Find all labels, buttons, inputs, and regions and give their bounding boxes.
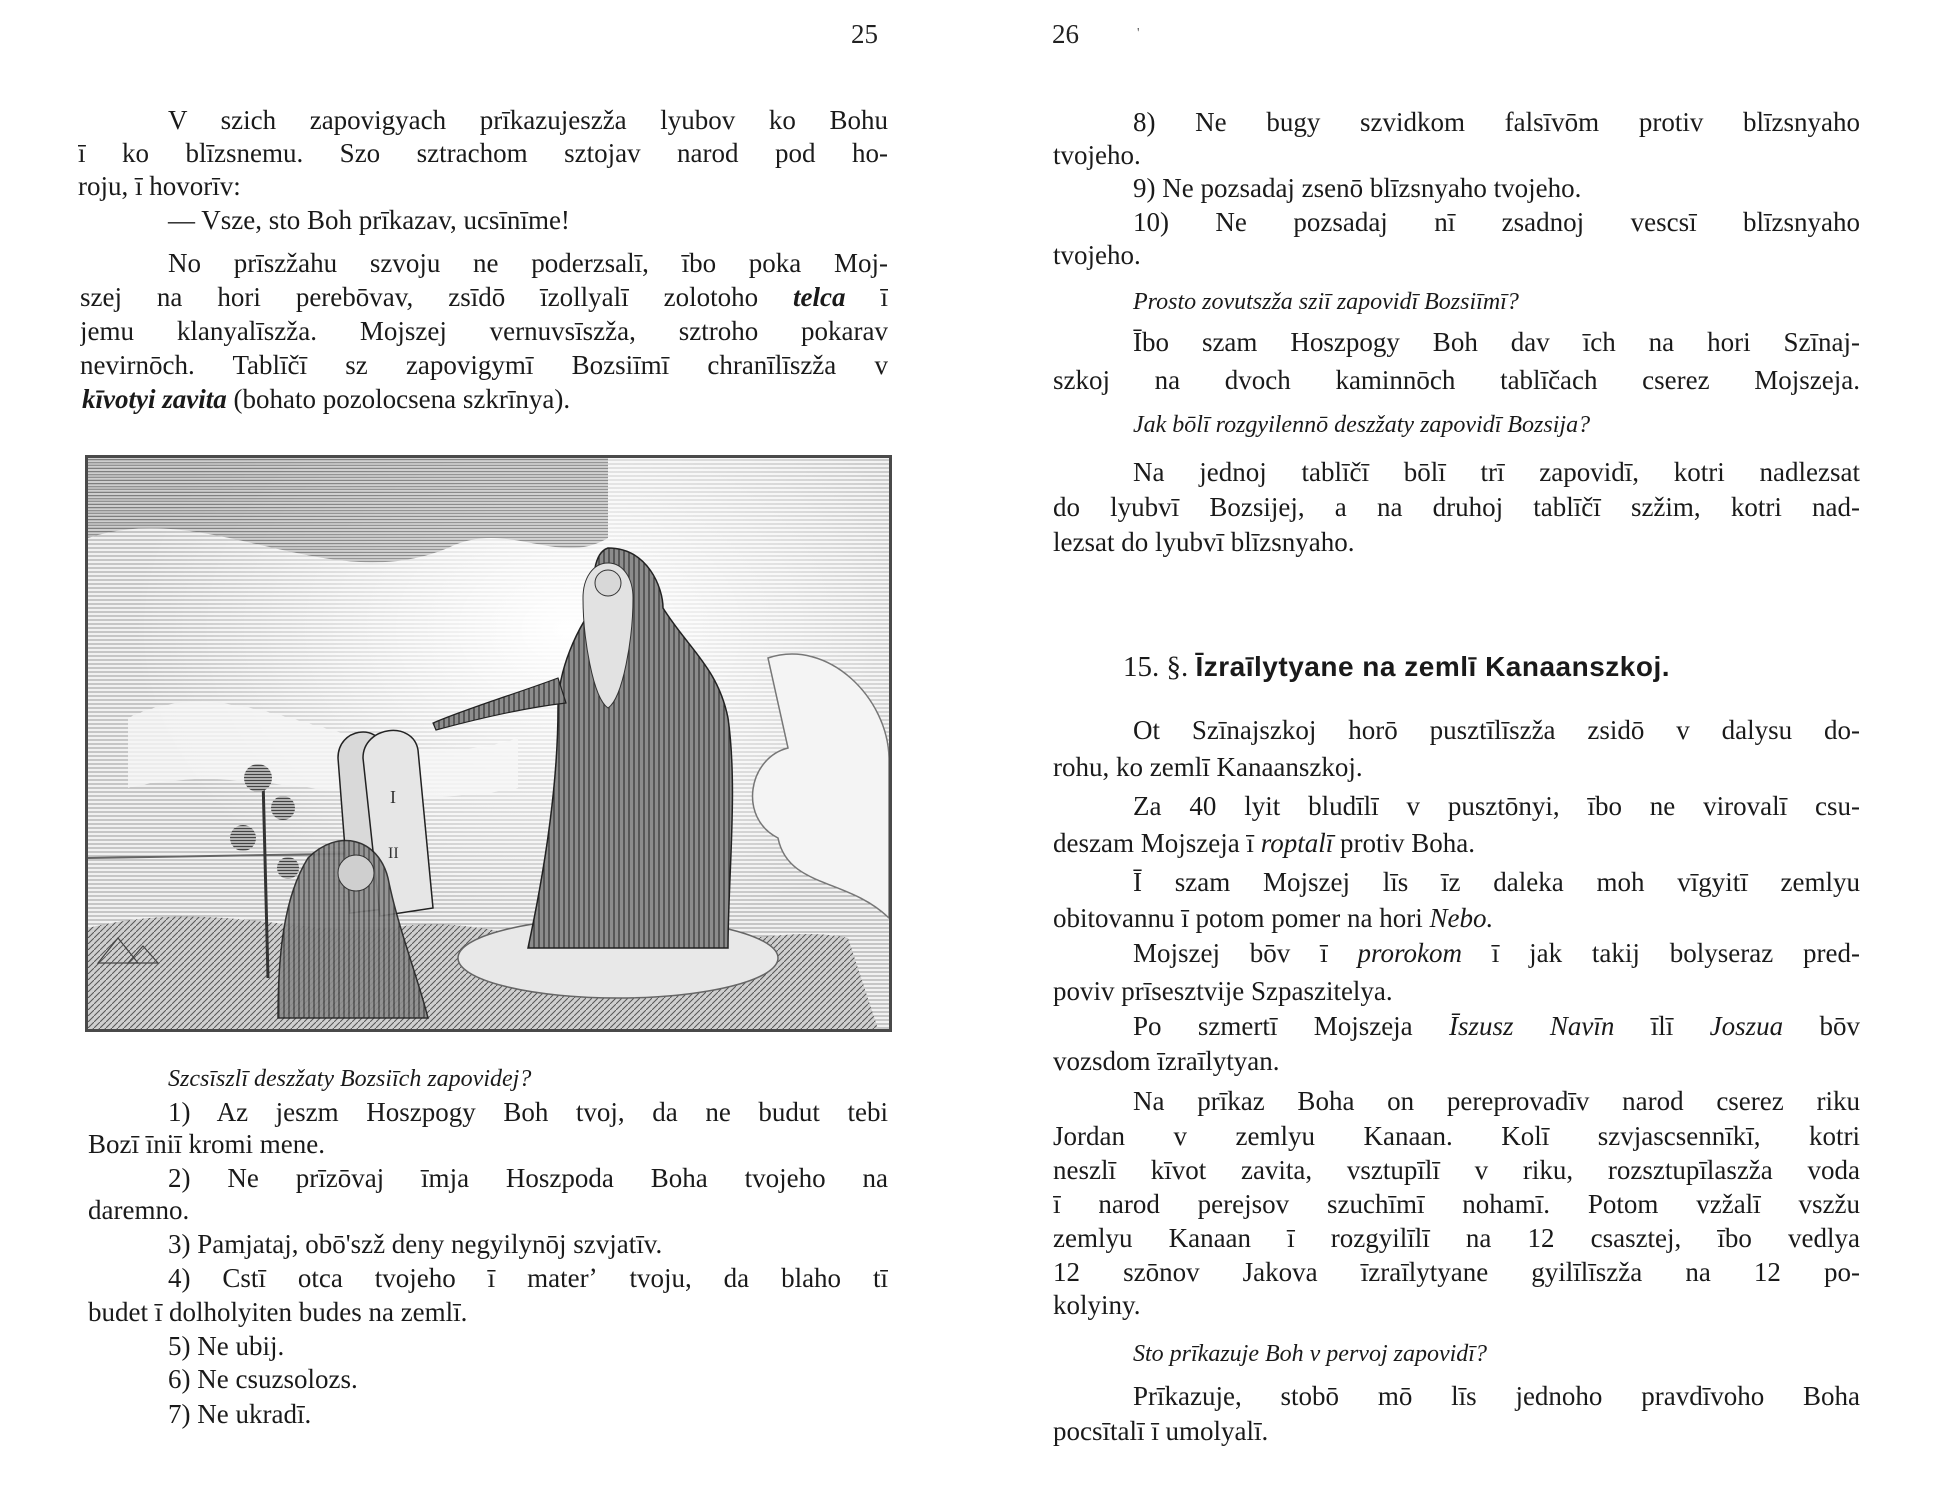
question-how-divided: Jak bōlī rozgyilennō deszžaty zapovidī Bozsija? [1133,412,1591,438]
text-run: ī jak takij bolyseraz pred- [1491,938,1860,968]
text-line: jemu klanyalīszža. Mojszej vernuvsīszža, sztroho pokarav [80,316,888,346]
body-line [1053,902,1493,934]
text-run: obitovannu ī potom pomer na hori [1053,903,1423,933]
commandment-line: 5) Ne ubij. [168,1331,285,1361]
text-run: īlī [1650,1011,1674,1041]
commandment-line: 4) Cstī otca tvojeho ī materʼ tvoju, da blaho tī [168,1263,888,1293]
text-line [82,383,570,415]
commandment-line: tvojeho. [1053,140,1141,170]
text-line: No prīszžahu szvoju ne poderzsalī, ībo poka Moj- [168,248,888,278]
commandment-line: daremno. [88,1195,190,1225]
commandment-line: 10) Ne pozsadaj nī zsadnoj vescsī blīzsnyaho [1133,207,1860,237]
text-run: deszam Mojszeja ī [1053,828,1254,858]
engraving-illustration [85,455,892,1032]
body-line: ī narod perejsov szuchīmī nohamī. Potom vzžalī vszžu [1053,1189,1860,1219]
body-line: poviv prīsesztvije Szpaszitelya. [1053,976,1393,1006]
italic-name-iszusz-navin: Īszusz Navīn [1449,1011,1615,1041]
commandment-line: 7) Ne ukradī. [168,1399,312,1429]
answer-line: Ībo szam Hoszpogy Boh dav īch na hori Szīnaj- [1133,327,1860,357]
body-line [1133,1010,1860,1042]
text-line-quote: — Vsze, sto Boh prīkazav, ucsīnīme! [168,205,570,235]
text-run: (bohato pozolocsena szkrīnya). [233,384,571,414]
commandment-line: 6) Ne csuzsolozs. [168,1364,358,1394]
body-line: Ī szam Mojszej līs īz daleka moh vīgyitī zemlyu [1133,867,1860,897]
italic-term-roptali: roptalī [1260,828,1334,858]
answer-line: Prīkazuje, stobō mō līs jednoho pravdīvoho Boha [1133,1381,1860,1411]
text-run: Mojszej bōv ī [1133,938,1328,968]
commandment-line: 3) Pamjataj, obō'szž deny negyilynōj szvjatīv. [168,1229,663,1259]
body-line: kolyiny. [1053,1290,1141,1320]
svg-text:II: II [388,845,399,862]
text-line: V szich zapovigyach prīkazujeszža lyubov ko Bohu [168,105,888,135]
svg-text:I: I [390,787,396,807]
answer-line: pocsītalī ī umolyalī. [1053,1416,1269,1446]
answer-line: lezsat do lyubvī blīzsnyaho. [1053,527,1355,557]
text-line: nevirnōch. Tablīčī sz zapovigymī Bozsiīmī chranīlīszža v [80,350,888,380]
text-line: roju, ī hovorīv: [78,171,241,201]
text-run: protiv Boha. [1339,828,1475,858]
text-line: ī ko blīzsnemu. Szo sztrachom sztojav narod pod ho- [78,138,888,168]
print-speck: ' [1137,26,1140,41]
italic-term-prorokom: prorokom [1357,938,1462,968]
body-line: 12 szōnov Jakova īzraīlytyane gyilīlīszža na 12 po- [1053,1257,1860,1287]
body-line [1053,827,1475,859]
body-line: Ot Szīnajszkoj horō pusztīlīszža zsidō v dalysu do- [1133,715,1860,745]
body-line: zemlyu Kanaan ī rozgyilīlī na 12 csasztej, ībo vedlya [1053,1223,1860,1253]
body-line: neszlī kīvot zavita, vsztupīlī v riku, rozsztupīlaszža voda [1053,1155,1860,1185]
page-number-26: 26 [1052,19,1079,49]
italic-name-joszua: Joszua [1709,1011,1784,1041]
italic-term-nebo: Nebo. [1429,903,1494,933]
body-line: Za 40 lyit bludīlī v pusztōnyi, ībo ne virovalī csu- [1133,791,1860,821]
italic-term-kivotyi-zavita: kīvotyi zavita [82,384,227,414]
right-page [972,0,1944,1500]
answer-line: Na jednoj tablīčī bōlī trī zapovidī, kotri nadlezsat [1133,457,1860,487]
text-run: bōv [1819,1011,1860,1041]
section-number: 15. §. [1123,651,1189,683]
italic-term-telca: telca [793,282,846,312]
commandment-line: Bozī īniī kromi mene. [88,1129,325,1159]
answer-line: szkoj na dvoch kaminnōch tablīčach cserez Mojszeja. [1053,365,1860,395]
body-line [1133,937,1860,969]
body-line: vozsdom īzraīlytyan. [1053,1046,1280,1076]
text-line [80,281,888,313]
commandment-line: 8) Ne bugy szvidkom falsīvōm protiv blīzsnyaho [1133,107,1860,137]
commandment-line: 2) Ne prīzōvaj īmja Hoszpoda Boha tvojeho na [168,1163,888,1193]
section-title: Īzraīlytyane na zemlī Kanaanszkoj. [1195,651,1671,682]
commandment-line: budet ī dolholyiten budes na zemlī. [88,1297,468,1327]
section-heading [1123,651,1670,683]
question-first-commandment: Sto prīkazuje Boh v pervoj zapovidī? [1133,1341,1487,1367]
question-why-gods-commandments: Prosto zovutszža sziī zapovidī Bozsiīmī? [1133,289,1519,315]
text-run: Po szmertī Mojszeja [1133,1011,1413,1041]
body-line: Jordan v zemlyu Kanaan. Kolī szvjascsennīkī, kotri [1053,1121,1860,1151]
answer-line: do lyubvī Bozsijej, a na druhoj tablīčī szžim, kotri nad- [1053,492,1860,522]
text-run: ī [880,282,888,312]
body-line: rohu, ko zemlī Kanaanszkoj. [1053,752,1363,782]
moses-tablets-engraving-icon [88,458,889,1029]
commandment-line: 9) Ne pozsadaj zsenō blīzsnyaho tvojeho. [1133,173,1582,203]
commandment-line: 1) Az jeszm Hoszpogy Boh tvoj, da ne budut tebi [168,1097,888,1127]
commandment-line: tvojeho. [1053,240,1141,270]
text-run: szej na hori perebōvav, zsīdō īzollyalī zolotoho [80,282,759,312]
page-number-25: 25 [851,19,878,49]
question-ten-commandments: Szcsīszlī deszžaty Bozsiīch zapovidej? [168,1066,532,1092]
body-line: Na prīkaz Boha on pereprovadīv narod cserez riku [1133,1086,1860,1116]
